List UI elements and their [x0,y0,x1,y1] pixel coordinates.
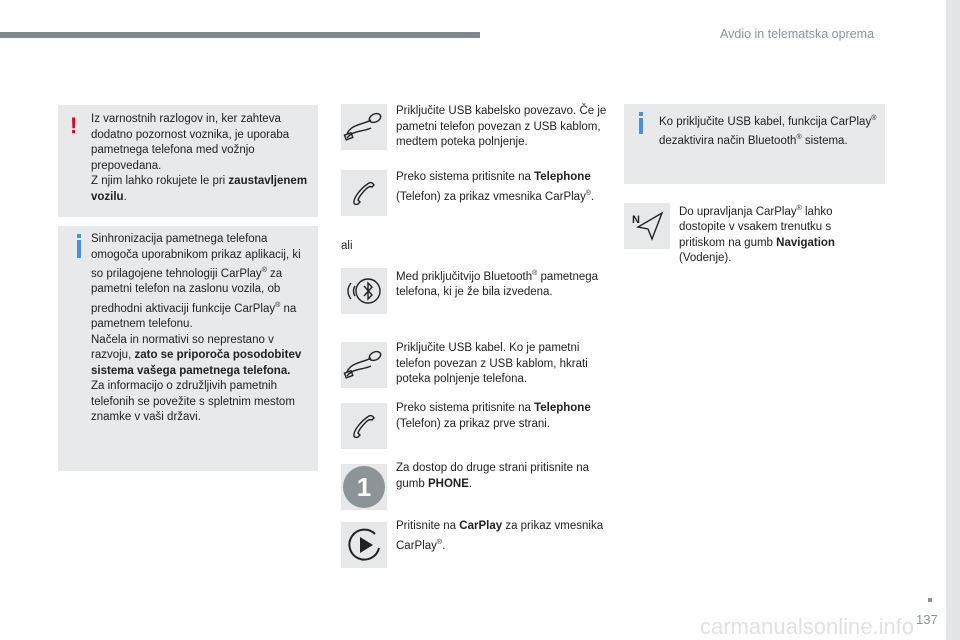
step-phone-button: Za dostop do druge strani pritisnite na gumb PHONE. [396,462,590,490]
info-paragraph-3: Za informacijo o združljivih pametnih telefonih se povežite s spletnim mestom znamke v vaši državi. [91,380,295,424]
step-carplay: Pritisnite na CarPlay za prikaz vmesnika CarPlay®. [396,520,604,552]
phone-icon [341,403,387,449]
phone-icon [341,170,387,216]
badge-number: 1 [356,472,372,502]
info-paragraph-2: Načela in normativi so neprestano v razvoju, zato se priporoča posodobitev sistema vašega pametnega telefona. [91,333,302,377]
usb-cable-icon [341,104,387,150]
number-badge-icon [341,464,387,510]
info-text [91,232,313,426]
warning-box [58,105,318,217]
header-bar [0,32,480,38]
warning-icon: ! [70,113,78,138]
step-usb-charge: Priključite USB kabel. Ko je pametni telefon povezan z USB kablom, hkrati poteka polnjenje telefona. [396,342,588,385]
info-icon [639,118,643,134]
warning-paragraph-1: Iz varnostnih razlogov in, ker zahteva dodatno pozornost voznika, je uporaba pametnega telefona med vožnjo prepovedana. [91,113,290,172]
right-info-text: Ko priključite USB kabel, funkcija CarPlay® dezaktivira način Bluetooth® sistema. [659,115,877,148]
warning-paragraph-2: Z njim lahko rokujete le pri zaustavljenem vozilu. [91,175,308,203]
page-dot [928,598,932,602]
bluetooth-icon [341,268,387,314]
info-box [58,226,318,471]
section-title: Avdio in telematska oprema [720,27,875,41]
navigation-icon [624,203,670,249]
side-bar [946,0,960,640]
watermark: carmanualsonline.info [700,614,915,639]
warning-text [91,112,313,205]
nav-letter: N [632,214,640,226]
usb-cable-icon [341,342,387,388]
step-bluetooth: Med priključitvijo Bluetooth® pametnega telefona, ki je že bila izvedena. [396,270,599,299]
or-label: ali [341,240,353,252]
carplay-play-icon [341,522,387,568]
step-telephone: Preko sistema pritisnite na Telephone (Telefon) za prikaz vmesnika CarPlay®. [396,171,595,203]
step-telephone-first-page: Preko sistema pritisnite na Telephone (Telefon) za prikaz prve strani. [396,402,591,430]
info-icon [77,240,81,258]
info-paragraph-1: Sinhronizacija pametnega telefona omogoča uporabnikom prikaz aplikacij, ki so prilagojene tehnologiji CarPlay® za pametni telefon na zaslonu vozila, ob predhodni aktivaciji funkcije CarPlay® na pametnem telefonu. [91,233,301,331]
navigation-text: Do upravljanja CarPlay® lahko dostopite v vsakem trenutku s pritiskom na gumb Navigation (Vodenje). [679,205,835,265]
step-usb-connect: Priključite USB kabelsko povezavo. Če je pametni telefon povezan z USB kablom, medtem poteka polnjenje. [396,105,607,148]
page-number: 137 [916,612,938,627]
right-info-box [624,104,885,184]
